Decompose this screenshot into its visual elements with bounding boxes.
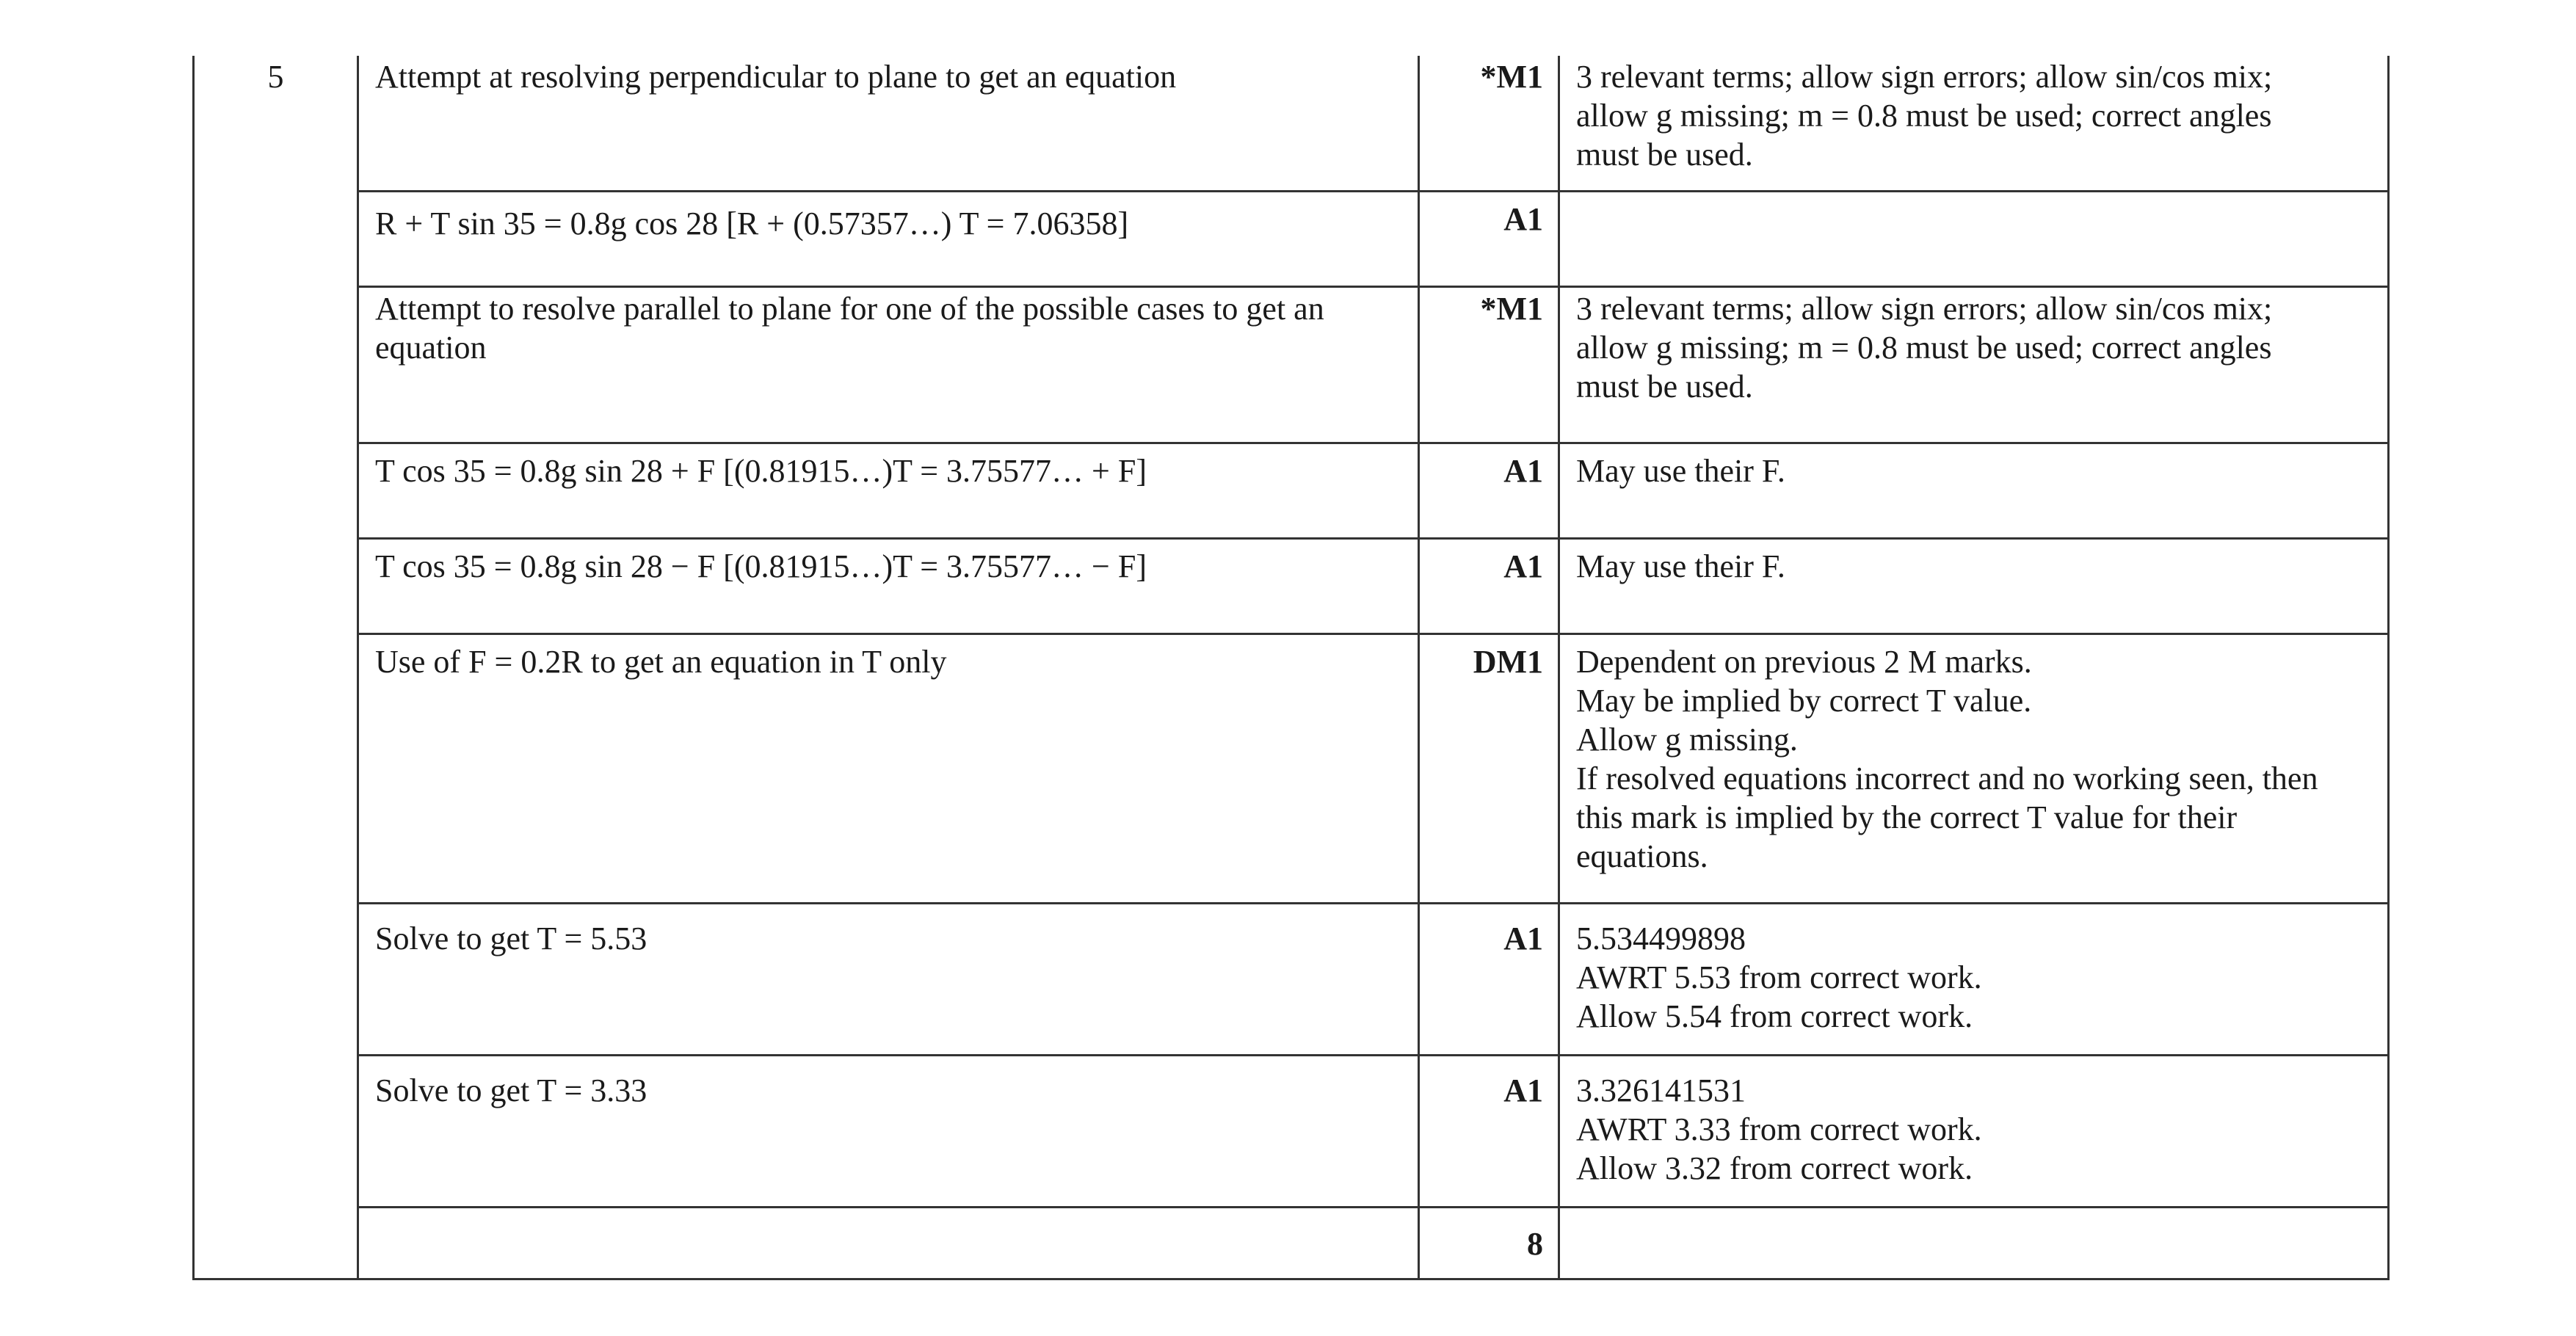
- guidance-line: 3 relevant terms; allow sign errors; allow sin/cos mix;: [1576, 291, 2273, 327]
- math-expression: T cos 35 = 0.8g sin 28 − F [(0.81915…)T = 3.75577… − F]: [375, 548, 1147, 584]
- guidance-line: Allow 3.32 from correct work.: [1576, 1150, 1973, 1186]
- table-row: [359, 56, 2387, 192]
- guidance-cell: [1560, 904, 2387, 1054]
- answer-cell: Solve to get T = 3.33: [359, 1056, 1420, 1206]
- table-row: [359, 904, 2387, 1056]
- guidance-cell: [1560, 192, 2387, 286]
- math-expression: T cos 35 = 0.8g sin 28 + F [(0.81915…)T = 3.75577… + F]: [375, 453, 1147, 489]
- guidance-line: 5.534499898: [1576, 921, 1746, 956]
- question-number: 5: [195, 56, 359, 1278]
- table-row-total: [359, 1208, 2387, 1280]
- answer-cell: Attempt to resolve parallel to plane for one of the possible cases to get an equation: [359, 288, 1420, 442]
- answer-cell: Attempt at resolving perpendicular to plane to get an equation: [359, 56, 1420, 190]
- marks-cell: DM1: [1420, 635, 1560, 902]
- answer-cell: [359, 1208, 1420, 1280]
- table-row: [359, 444, 2387, 540]
- guidance-line: allow g missing; m = 0.8 must be used; correct angles: [1576, 330, 2272, 366]
- guidance-line: must be used.: [1576, 137, 1753, 173]
- guidance-line: Allow 5.54 from correct work.: [1576, 998, 1973, 1034]
- table-row: [359, 288, 2387, 444]
- table-row: [359, 635, 2387, 904]
- answer-cell: Solve to get T = 5.53: [359, 904, 1420, 1054]
- guidance-line: 3.326141531: [1576, 1072, 1746, 1108]
- guidance-cell: [1560, 635, 2387, 902]
- guidance-line: Allow g missing.: [1576, 722, 1798, 758]
- guidance-cell: [1560, 56, 2387, 190]
- guidance-cell: [1560, 1056, 2387, 1206]
- marks-cell: A1: [1420, 540, 1560, 633]
- answer-cell: [359, 192, 1420, 286]
- guidance-line: May use their F.: [1576, 453, 1785, 489]
- answer-cell: [359, 444, 1420, 537]
- guidance-line: May use their F.: [1576, 548, 1785, 584]
- marks-cell: *M1: [1420, 56, 1560, 190]
- guidance-line: this mark is implied by the correct T value for their: [1576, 799, 2238, 835]
- guidance-cell: [1560, 540, 2387, 633]
- answer-cell: Use of F = 0.2R to get an equation in T only: [359, 635, 1420, 902]
- guidance-line: AWRT 3.33 from correct work.: [1576, 1111, 1982, 1147]
- guidance-cell: [1560, 1208, 2387, 1280]
- answer-cell: [359, 540, 1420, 633]
- guidance-line: If resolved equations incorrect and no working seen, then: [1576, 760, 2318, 796]
- table-row: [359, 192, 2387, 288]
- marks-cell: A1: [1420, 1056, 1560, 1206]
- total-marks-cell: 8: [1420, 1208, 1560, 1280]
- mark-scheme-table: [192, 56, 2390, 1280]
- guidance-line: must be used.: [1576, 369, 1753, 404]
- guidance-line: equations.: [1576, 838, 1708, 874]
- mark-scheme-rows: [359, 56, 2387, 1280]
- guidance-line: May be implied by correct T value.: [1576, 683, 2032, 719]
- table-row: [359, 540, 2387, 635]
- guidance-cell: [1560, 444, 2387, 537]
- guidance-line: AWRT 5.53 from correct work.: [1576, 959, 1982, 995]
- table-row: [359, 1056, 2387, 1208]
- marks-cell: A1: [1420, 904, 1560, 1054]
- marks-cell: *M1: [1420, 288, 1560, 442]
- guidance-line: 3 relevant terms; allow sign errors; allow sin/cos mix;: [1576, 59, 2273, 95]
- math-expression: R + T sin 35 = 0.8g cos 28 [R + (0.57357…) T = 7.06358]: [375, 206, 1129, 242]
- guidance-cell: [1560, 288, 2387, 442]
- marks-cell: A1: [1420, 192, 1560, 286]
- guidance-line: allow g missing; m = 0.8 must be used; correct angles: [1576, 98, 2272, 134]
- marks-cell: A1: [1420, 444, 1560, 537]
- guidance-line: Dependent on previous 2 M marks.: [1576, 644, 2032, 680]
